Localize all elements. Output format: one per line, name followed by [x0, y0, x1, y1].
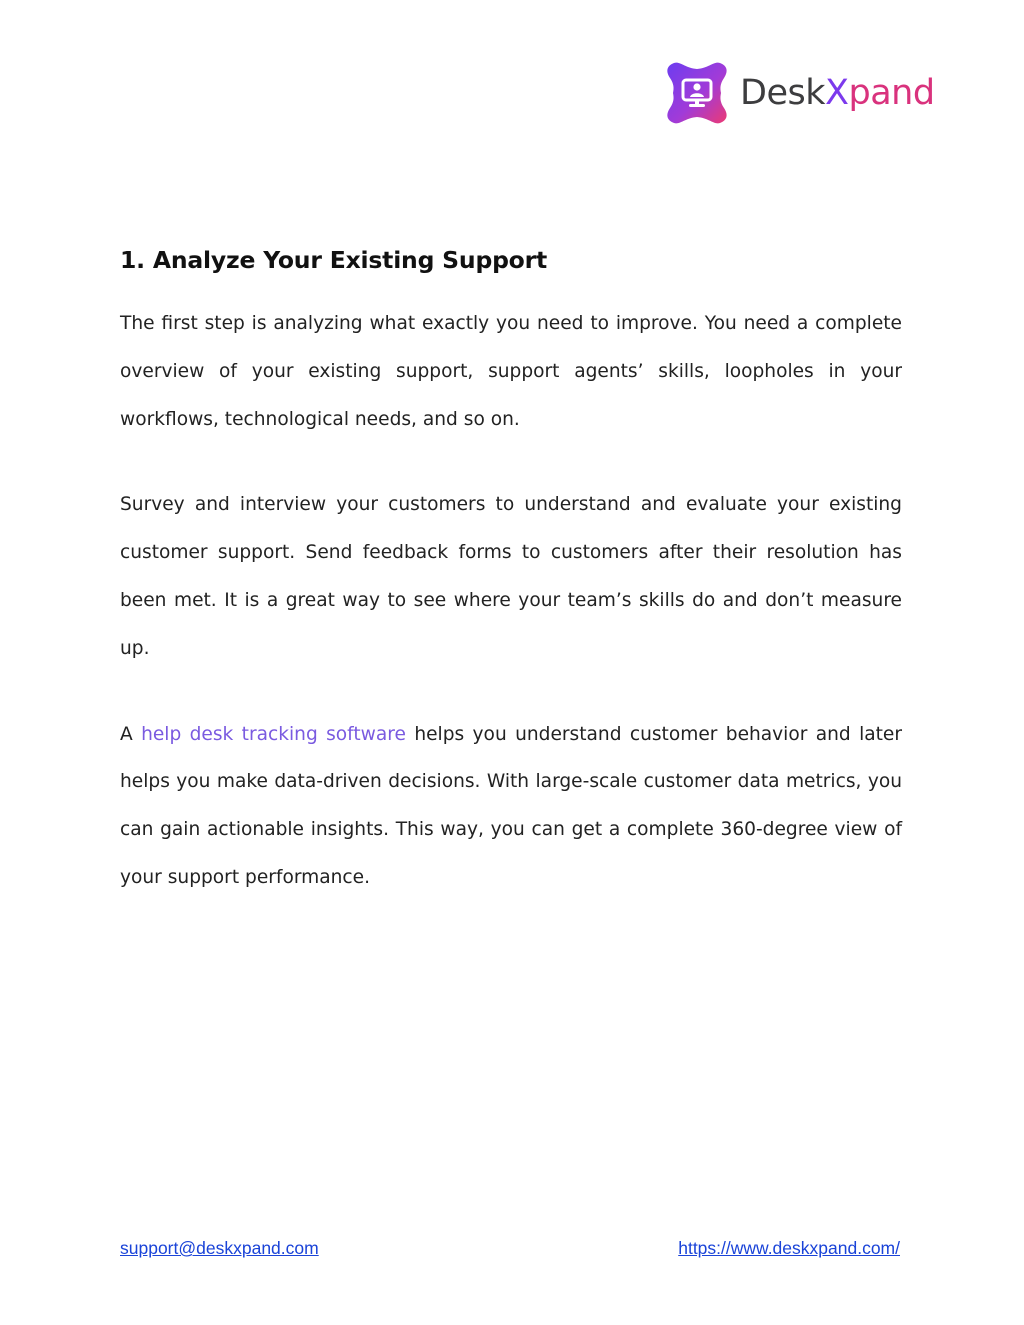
section-heading: 1. Analyze Your Existing Support [120, 246, 548, 274]
paragraph-tracking-software [120, 711, 902, 902]
support-email-link[interactable]: support@deskxpand.com [120, 1238, 319, 1258]
monitor-user-icon [664, 60, 730, 126]
website-link[interactable]: https://www.deskxpand.com/ [678, 1238, 900, 1258]
paragraph-prefix: A [120, 723, 142, 745]
brand-name-x: X [825, 72, 849, 113]
paragraph-suffix: helps you understand customer behavior and later helps you make data-driven decisions. With large-scale customer data metrics, you can gain actionable insights. This way, you can get a complete 360-degree view of your support performance. [120, 723, 902, 888]
page-footer [120, 1238, 900, 1262]
article-body [120, 242, 902, 940]
help-desk-software-link[interactable]: help desk tracking software [141, 723, 406, 745]
brand-logo [664, 60, 935, 126]
brand-name-pand: pand [848, 72, 935, 113]
paragraph-analysis: The first step is analyzing what exactly you need to improve. You need a complete overview of your existing support, support agents’ skills, loopholes in your workflows, technological needs, and so on. [120, 313, 902, 430]
brand-name [740, 72, 935, 113]
brand-name-desk: Desk [740, 72, 825, 113]
paragraph-survey: Survey and interview your customers to understand and evaluate your existing customer support. Send feedback forms to customers after their resolution has been met. It is a great way to see where your team’s skills do and don’t measure up. [120, 494, 902, 659]
